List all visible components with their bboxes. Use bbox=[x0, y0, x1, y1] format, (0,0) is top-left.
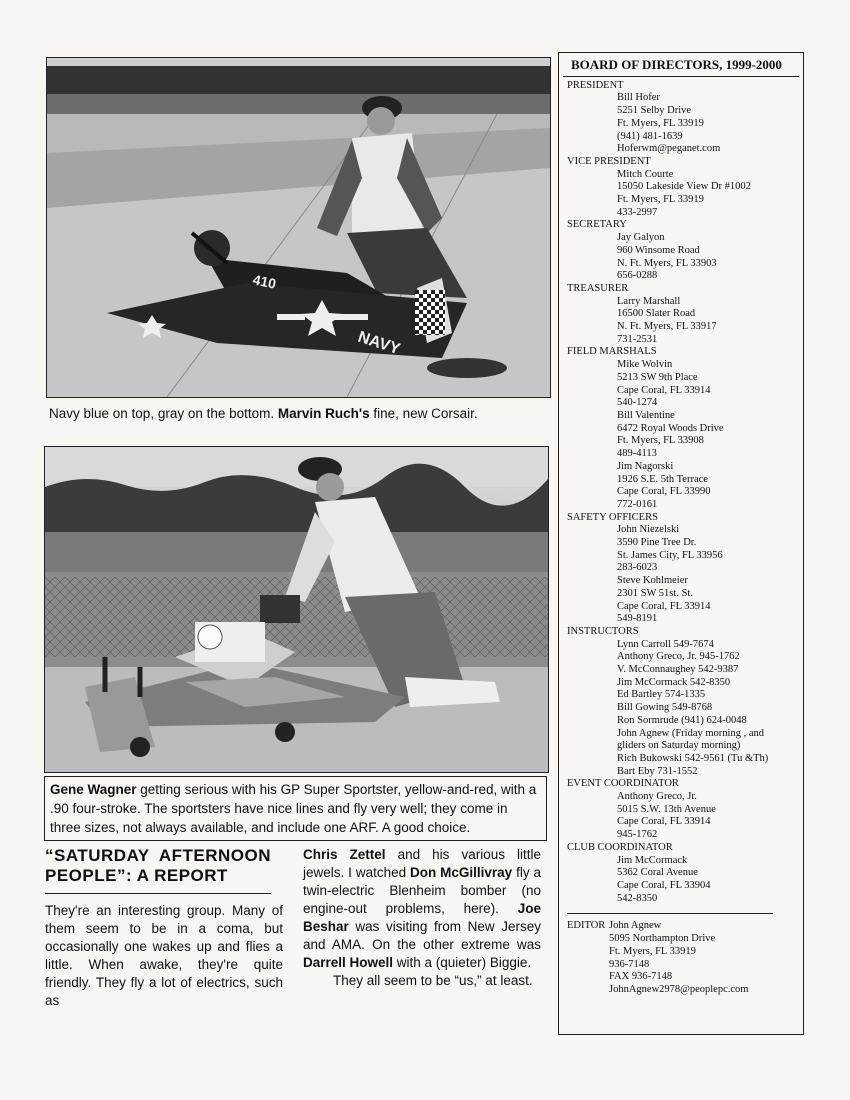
board-entry-line: 6472 Royal Woods Drive bbox=[617, 422, 724, 434]
board-entry-line: V. McConnaughey 542-9387 bbox=[617, 664, 739, 676]
editor-name: John Agnew bbox=[609, 920, 662, 932]
board-title: BOARD OF DIRECTORS, 1999-2000 bbox=[563, 53, 799, 77]
board-entry-line: Jay Galyon bbox=[617, 232, 665, 244]
board-entry-line: 772-0161 bbox=[617, 498, 658, 510]
board-entry-line: 5015 S.W. 13th Avenue bbox=[617, 803, 716, 815]
board-role: INSTRUCTORS bbox=[567, 625, 639, 637]
board-entry-line: 16500 Slater Road bbox=[617, 308, 696, 320]
board-entry-line: John Agnew (Friday morning , and bbox=[617, 727, 764, 739]
board-entry-line: Ed Bartley 574-1335 bbox=[617, 689, 706, 701]
article-text: with a (quieter) Biggie. bbox=[393, 955, 532, 970]
article-text: fly a twin-electric Blenheim bomber (no engine-out problems, here). bbox=[303, 865, 541, 916]
person-name: Joe Beshar bbox=[303, 901, 541, 934]
sportster-caption bbox=[44, 776, 547, 841]
sportster-photo bbox=[44, 446, 549, 773]
board-entry-line: Anthony Greco, Jr. 945-1762 bbox=[617, 651, 740, 663]
board-entry-line: John Niezelski bbox=[617, 524, 680, 536]
board-entry-line: Jim Nagorski bbox=[617, 460, 674, 472]
board-entry-line: Bill Hofer bbox=[617, 92, 660, 104]
board-role: PRESIDENT bbox=[567, 79, 624, 91]
editor-line: 936-7148 bbox=[609, 958, 650, 970]
board-role: SAFETY OFFICERS bbox=[567, 511, 658, 523]
headline-word: “SATURDAY bbox=[45, 846, 150, 865]
caption-text: getting serious with his GP Super Sportster, yellow-and-red, with a .90 four-stroke. The sportsters have nice lines and fly very well; they come in three sizes, not always available, and include one ARF. A good choice. bbox=[50, 782, 537, 835]
person-name: Darrell Howell bbox=[303, 955, 394, 970]
board-entry-line: 960 Winsome Road bbox=[617, 244, 700, 256]
article-paragraph bbox=[303, 846, 541, 972]
caption-name: Gene Wagner bbox=[50, 782, 137, 797]
article-text: and his various little jewels. I watched bbox=[303, 847, 542, 880]
board-entry-line: 2301 SW 51st. St. bbox=[617, 587, 693, 599]
board-entry-line: Lynn Carroll 549-7674 bbox=[617, 638, 714, 650]
sportster-photo-illustration bbox=[45, 447, 548, 772]
board-entry-line: Ron Sormrude (941) 624-0048 bbox=[617, 714, 747, 726]
board-entry-line: Mike Wolvin bbox=[617, 359, 673, 371]
article-paragraph: They all seem to be “us,” at least. bbox=[333, 973, 533, 988]
board-entry-line: 283-6023 bbox=[617, 562, 658, 574]
board-entry-line: Cape Coral, FL 33990 bbox=[617, 486, 711, 498]
corsair-photo-illustration bbox=[47, 58, 550, 397]
board-entry-line: N. Ft. Myers, FL 33917 bbox=[617, 321, 717, 333]
article-text: was visiting from New Jersey and AMA. On the other extreme was bbox=[303, 919, 541, 952]
article-column-1 bbox=[45, 902, 283, 1010]
board-entry-line: 731-2531 bbox=[617, 333, 658, 345]
board-entry-line: 945-1762 bbox=[617, 829, 658, 841]
board-role: VICE PRESIDENT bbox=[567, 155, 651, 167]
board-entry-line: Bill Valentine bbox=[617, 409, 675, 421]
board-entry-line: Ft. Myers, FL 33919 bbox=[617, 117, 704, 129]
board-entry-line: Rich Bukowski 542-9561 (Tu &Th) bbox=[617, 752, 769, 764]
editor-line: FAX 936-7148 bbox=[609, 971, 673, 983]
board-entry-line: Jim McCormack 542-8350 bbox=[617, 676, 731, 688]
editor-block bbox=[567, 913, 773, 996]
board-entry-line: Bart Eby 731-1552 bbox=[617, 765, 698, 777]
board-entry-line: Larry Marshall bbox=[617, 295, 681, 307]
editor-label: EDITOR bbox=[567, 920, 606, 932]
plane-number: 410 bbox=[251, 271, 278, 292]
board-entry-line: Steve Kohlmeier bbox=[617, 575, 688, 587]
board-role: CLUB COORDINATOR bbox=[567, 841, 673, 853]
board-entry-line: 656-0288 bbox=[617, 270, 658, 282]
board-entry-line: gliders on Saturday morning) bbox=[617, 740, 741, 752]
board-entry-line: Hoferwm@peganet.com bbox=[617, 143, 721, 155]
board-entry-line: 433-2997 bbox=[617, 206, 658, 218]
headline-rule bbox=[45, 893, 271, 894]
board-entry-line: Ft. Myers, FL 33908 bbox=[617, 435, 704, 447]
headline-word: AFTERNOON bbox=[158, 846, 271, 865]
board-role: SECRETARY bbox=[567, 219, 627, 231]
board-of-directors-box bbox=[558, 52, 804, 1035]
board-entry-line: N. Ft. Myers, FL 33903 bbox=[617, 257, 717, 269]
board-entry-line: 5251 Selby Drive bbox=[617, 105, 692, 117]
article-headline bbox=[45, 846, 271, 886]
board-entry-line: 5213 SW 9th Place bbox=[617, 371, 698, 383]
article-paragraph: They're an interesting group. Many of them seem to be in a coma, but occasionally one wakes up and flies a little. When awake, they're quite friendly. They fly a lot of electrics, such as bbox=[45, 903, 283, 1008]
board-entry-line: Cape Coral, FL 33914 bbox=[617, 816, 711, 828]
board-entry-line: (941) 481-1639 bbox=[617, 130, 683, 142]
board-role: TREASURER bbox=[567, 282, 629, 294]
board-entry-line: Anthony Greco, Jr. bbox=[617, 791, 697, 803]
corsair-caption bbox=[49, 404, 549, 423]
board-role: EVENT COORDINATOR bbox=[567, 778, 679, 790]
board-entry-line: Cape Coral, FL 33914 bbox=[617, 600, 711, 612]
board-entry-line: Mitch Courte bbox=[617, 168, 674, 180]
board-entry-line: 542-8350 bbox=[617, 892, 658, 904]
board-entry-line: Cape Coral, FL 33914 bbox=[617, 384, 711, 396]
article-column-2 bbox=[303, 846, 541, 990]
board-entry-line: 549-8191 bbox=[617, 613, 658, 625]
board-entry-line: 540-1274 bbox=[617, 397, 658, 409]
board-list bbox=[559, 77, 803, 997]
board-entry-line: 1926 S.E. 5th Terrace bbox=[617, 473, 708, 485]
board-role: FIELD MARSHALS bbox=[567, 346, 657, 358]
editor-line: 5095 Northampton Drive bbox=[609, 933, 716, 945]
board-entry-line: 15050 Lakeside View Dr #1002 bbox=[617, 181, 751, 193]
person-name: Chris Zettel bbox=[303, 847, 386, 862]
board-entry-line: Ft. Myers, FL 33919 bbox=[617, 194, 704, 206]
board-entry-line: Jim McCormack bbox=[617, 854, 688, 866]
person-name: Don McGillivray bbox=[410, 865, 513, 880]
caption-text: fine, new Corsair. bbox=[369, 406, 478, 421]
board-entry-line: 489-4113 bbox=[617, 448, 657, 460]
editor-line: JohnAgnew2978@peoplepc.com bbox=[609, 983, 749, 995]
board-entry-line: Bill Gowing 549-8768 bbox=[617, 702, 713, 714]
board-entry-line: 5362 Coral Avenue bbox=[617, 867, 698, 879]
editor-line: Ft. Myers, FL 33919 bbox=[609, 945, 696, 957]
corsair-photo bbox=[46, 57, 551, 398]
plane-navy-label: NAVY bbox=[355, 328, 403, 359]
headline-line: PEOPLE”: A REPORT bbox=[45, 866, 228, 885]
caption-text: Navy blue on top, gray on the bottom. bbox=[49, 406, 278, 421]
board-entry-line: St. James City, FL 33956 bbox=[617, 549, 723, 561]
board-entry-line: 3590 Pine Tree Dr. bbox=[617, 537, 697, 549]
caption-name: Marvin Ruch's bbox=[277, 406, 370, 421]
board-entry-line: Cape Coral, FL 33904 bbox=[617, 880, 711, 891]
